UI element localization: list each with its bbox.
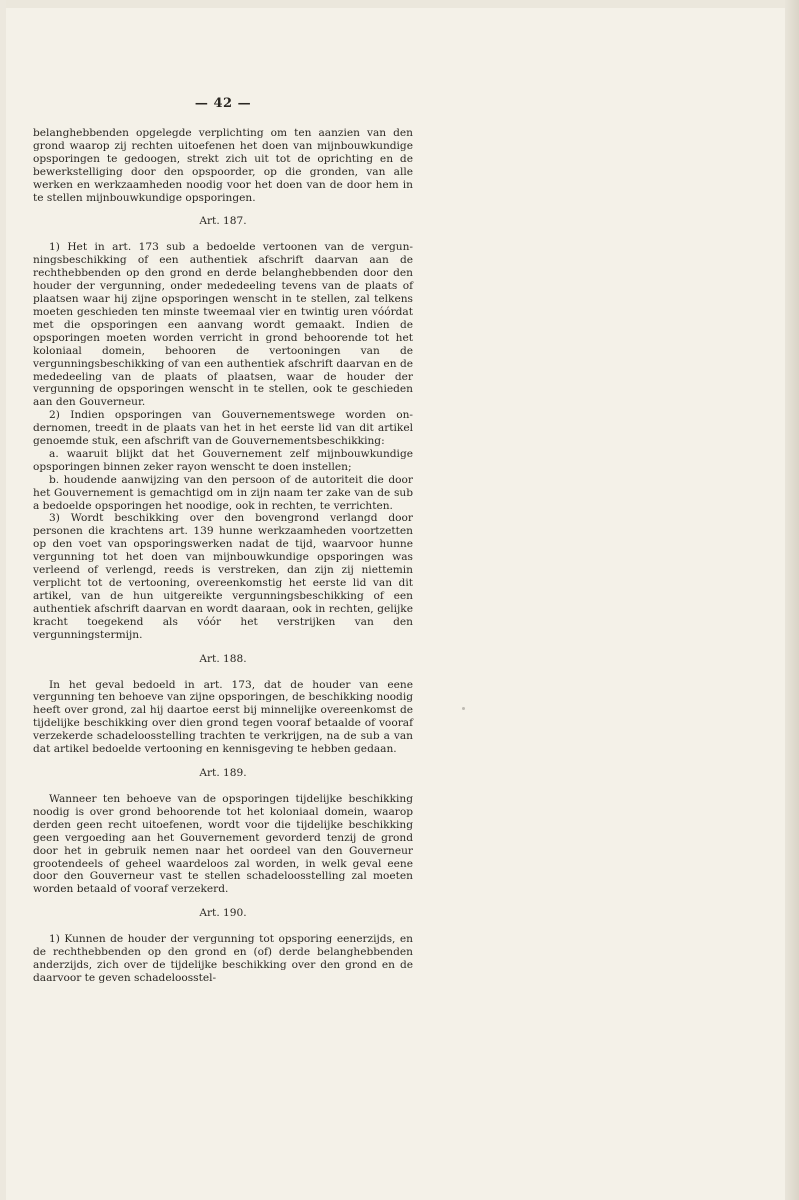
paper-speck bbox=[462, 707, 465, 710]
art190-paragraph-1: 1) Kunnen de houder der vergunning tot opsporing eenerzijds, en de rechthebbenden op den grond en (of) derde belanghebbenden anderzijds, zich over de tijdelijke beschikking over den grond en de daarvoor te geven schadeloosstel- bbox=[33, 933, 413, 984]
page-edge-left bbox=[0, 0, 6, 1200]
art187-paragraph-2: 2) Indien opsporingen van Gouvernementswege worden ondernomen, treedt in de plaats van het in het eerste lid van dit artikel genoemde stuk, een afschrift van de Gouvernementsbeschikking: bbox=[33, 409, 413, 448]
art188-paragraph-1: In het geval bedoeld in art. 173, dat de houder van eene vergunning ten behoeve van zijne opsporingen, de beschikking noodig heeft over grond, zal hij daartoe eerst bij minnelijke overeenkomst de tijdelijke beschikking over dien grond tegen vooraf betaalde of vooraf verzekerde schadeloosstelling trachten te verkrijgen, na de sub a van dat artikel bedoelde vertooning en kennisgeving te hebben gedaan. bbox=[33, 678, 413, 756]
art187-paragraph-1: 1) Het in art. 173 sub a bedoelde vertoonen van de vergunningsbeschikking of een authentiek afschrift daarvan aan de rechthebbenden op den grond en derde belanghebbenden door den houder der vergunning, onder mededeeling tevens van de plaats of plaatsen waar hij zijne opsporingen wenscht in te stellen, zal telkens moeten geschieden ten minste tweemaal vier en twintig uren vóórdat met die opsporingen een aanvang wordt gemaakt. Indien de opsporingen moeten worden verricht in grond behoorende tot het koloniaal domein, behooren de vertooningen van de vergunningsbeschikking of van een authentiek afschrift daarvan en de mededeeling van de plaats of plaatsen, waar de houder der vergunning de opsporingen wenscht in te stellen, ook te geschieden aan den Gouverneur. bbox=[33, 241, 413, 409]
page-number: — 42 — bbox=[194, 96, 252, 111]
art187-paragraph-a: a. waaruit blijkt dat het Gouvernement zelf mijnbouwkundige opsporingen binnen zeker rayon wenscht te doen instellen; bbox=[33, 447, 413, 473]
art187-paragraph-3: 3) Wordt beschikking over den bovengrond verlangd door personen die krachtens art. 139 hunne werkzaamheden voortzetten op den voet van opsporingswerken nadat de tijd, waarvoor hunne vergunning tot het doen van mijnbouwkundige opsporingen was verleend of verlengd, reeds is verstreken, dan zijn zij niettemin verplicht tot de vertooning, overeenkomstig het eerste lid van dit artikel, van de hun uitgereikte vergunningsbeschikking of een authentiek afschrift daarvan en wordt daaraan, ook in rechten, gelijke kracht toegekend als vóór het verstrijken van den vergunningstermijn. bbox=[33, 512, 413, 641]
page-edge-right bbox=[785, 0, 799, 1200]
page-edge-top bbox=[0, 0, 799, 8]
art189-paragraph-1: Wanneer ten behoeve van de opsporingen tijdelijke beschikking noodig is over grond behoorende tot het koloniaal domein, waarop derden geen recht uitoefenen, wordt voor die tijdelijke beschikking geen vergoeding aan het Gouvernement gevorderd tenzij de grond door het in gebruik nemen naar het oordeel van den Gouverneur grootendeels of geheel waardeloos zal worden, in welk geval eene door den Gouverneur vast te stellen schadeloosstelling zal moeten worden betaald of vooraf verzekerd. bbox=[33, 792, 413, 896]
article-heading-188: Art. 188. bbox=[199, 652, 247, 665]
article-heading-189: Art. 189. bbox=[199, 766, 247, 779]
article-heading-187: Art. 187. bbox=[199, 215, 247, 228]
art187-paragraph-b: b. houdende aanwijzing van den persoon of de autoriteit die door het Gouvernement is gemachtigd om in zijn naam ter zake van de sub a bedoelde opsporingen het noodige, ook in rechten, te verrichten. bbox=[33, 473, 413, 512]
article-heading-190: Art. 190. bbox=[199, 907, 247, 920]
intro-paragraph: belanghebbenden opgelegde verplichting om ten aanzien van den grond waarop zij rechten uitoefenen het doen van mijnbouwkundige opsporingen te gedoogen, strekt zich uit tot de oprichting en de bewerkstelliging door den opspoorder, op die gronden, van alle werken en werkzaamheden noodig voor het doen van de door hem in te stellen mijnbouwkundige opsporingen. bbox=[33, 127, 413, 204]
document-page bbox=[33, 96, 413, 985]
